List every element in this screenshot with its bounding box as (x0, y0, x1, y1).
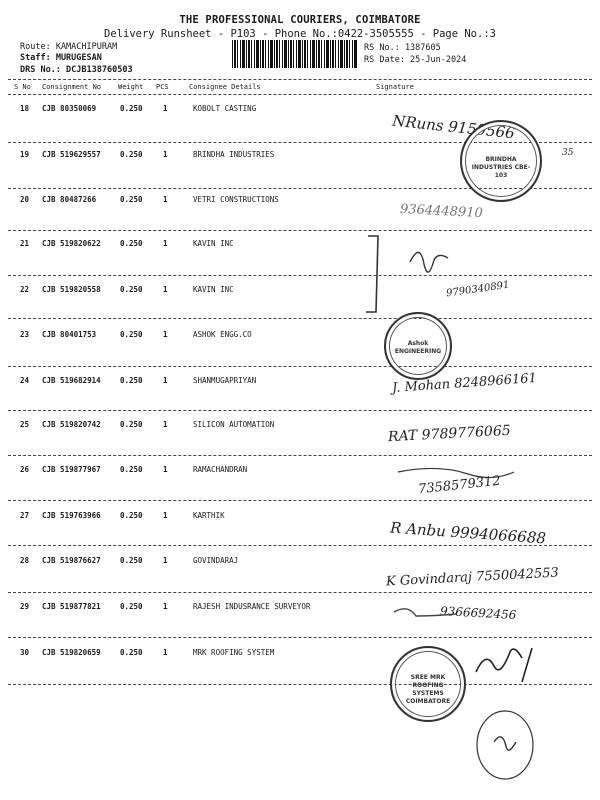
signature-row-26: 7358579312 (417, 473, 502, 498)
row-pcs: 1 (163, 330, 168, 339)
row-sno: 19 (20, 150, 30, 159)
row-weight: 0.250 (120, 150, 143, 159)
col-weight: Weight (118, 83, 144, 91)
row-pcs: 1 (163, 465, 168, 474)
row-consignee: BRINDHA INDUSTRIES (193, 150, 275, 159)
row-sno: 23 (20, 330, 30, 339)
route-label: Route: KAMACHIPURAM (20, 42, 118, 52)
row-pcs: 1 (163, 511, 168, 520)
col-pcs: PCS (156, 83, 169, 91)
col-consignment: Consignment No (42, 83, 102, 91)
row-pcs: 1 (163, 239, 168, 248)
row-sno: 22 (20, 285, 30, 294)
row-pcs: 1 (163, 556, 168, 565)
row-pcs: 1 (163, 602, 168, 611)
row-pcs: 1 (163, 150, 168, 159)
row-consignee: KARTHIK (193, 511, 225, 520)
row-consignee: KOBOLT CASTING (193, 104, 257, 113)
row-pcs: 1 (163, 376, 168, 385)
row-weight: 0.250 (120, 556, 143, 565)
row-consignment: CJB 519877967 (42, 465, 101, 474)
row-weight: 0.250 (120, 104, 143, 113)
row-pcs: 1 (163, 420, 168, 429)
signature-row-25: RAT 9789776065 (387, 422, 512, 446)
col-consignee: Consignee Details (189, 83, 261, 91)
rs-number: RS No.: 1387605 (364, 43, 441, 53)
row-sno: 27 (20, 511, 30, 520)
row-weight: 0.250 (120, 511, 143, 520)
row-consignee: SHANMUGAPRIYAN (193, 376, 257, 385)
row-weight: 0.250 (120, 239, 143, 248)
row-weight: 0.250 (120, 285, 143, 294)
row-consignee: ASHOK ENGG.CO (193, 330, 252, 339)
row-consignee: KAVIN INC (193, 285, 234, 294)
company-title: THE PROFESSIONAL COURIERS, COIMBATORE (179, 14, 421, 26)
rs-date: RS Date: 25-Jun-2024 (364, 55, 467, 65)
row-sno: 24 (20, 376, 30, 385)
row-weight: 0.250 (120, 648, 143, 657)
row-pcs: 1 (163, 285, 168, 294)
row-consignment: CJB 80487266 (42, 195, 97, 204)
row-sno: 25 (20, 420, 30, 429)
row-consignment: CJB 519876627 (42, 556, 101, 565)
row-sno: 28 (20, 556, 30, 565)
row-consignee: KAVIN INC (193, 239, 234, 248)
row-consignment: CJB 519820558 (42, 285, 101, 294)
row-consignment: CJB 80350069 (42, 104, 97, 113)
signature-note-row-19: 35 (562, 148, 574, 158)
stamp-ashok (384, 312, 452, 380)
row-consignment: CJB 519682914 (42, 376, 101, 385)
col-signature: Signature (376, 83, 414, 91)
signature-row-24: J. Mohan 8248966161 (391, 370, 538, 397)
col-sno: S No (14, 83, 31, 91)
row-weight: 0.250 (120, 465, 143, 474)
row-consignee: SILICON AUTOMATION (193, 420, 275, 429)
runsheet-subtitle: Delivery Runsheet - P103 - Phone No.:0422-3505555 - Page No.:3 (104, 28, 496, 40)
stamp-brindha (460, 120, 542, 202)
stamp-mrk-roofing (390, 646, 466, 722)
stamp-mrk-roofing-text: SREE MRK ROOFING SYSTEMS COIMBATORE (405, 674, 451, 705)
row-pcs: 1 (163, 648, 168, 657)
signature-row-18: NRuns 9159566 (391, 111, 516, 143)
row-sno: 21 (20, 239, 30, 248)
signature-row-28: K Govindaraj 7550042553 (385, 565, 560, 590)
row-consignee: GOVINDARAJ (193, 556, 239, 565)
row-weight: 0.250 (120, 602, 143, 611)
row-consignee: VETRI CONSTRUCTIONS (193, 195, 279, 204)
row-consignment: CJB 519877821 (42, 602, 101, 611)
row-weight: 0.250 (120, 330, 143, 339)
row-consignment: CJB 519820742 (42, 420, 101, 429)
row-consignee: RAMACHANDRAN (193, 465, 248, 474)
row-weight: 0.250 (120, 420, 143, 429)
row-sno: 18 (20, 104, 30, 113)
row-weight: 0.250 (120, 195, 143, 204)
row-consignment: CJB 519820659 (42, 648, 101, 657)
row-sno: 30 (20, 648, 30, 657)
row-consignee: RAJESH INDUSRANCE SURVEYOR (193, 602, 311, 611)
row-sno: 20 (20, 195, 30, 204)
staff-label: Staff: MURUGESAN (20, 53, 102, 63)
signature-row-29: 9366692456 (439, 604, 517, 622)
row-sno: 29 (20, 602, 30, 611)
signature-row-22: 9790340891 (445, 279, 511, 300)
row-sno: 26 (20, 465, 30, 474)
stamp-ashok-text: Ashok ENGINEERING (394, 340, 442, 355)
row-weight: 0.250 (120, 376, 143, 385)
stamp-brindha-text: BRINDHA INDUSTRIES CBE-103 (471, 156, 531, 179)
row-consignment: CJB 519820622 (42, 239, 101, 248)
row-consignee: MRK ROOFING SYSTEM (193, 648, 275, 657)
row-consignment: CJB 519763966 (42, 511, 101, 520)
drs-number: DRS No.: DCJB138760503 (20, 65, 133, 75)
row-pcs: 1 (163, 195, 168, 204)
row-consignment: CJB 80401753 (42, 330, 97, 339)
signature-row-20: 9364448910 (399, 201, 484, 222)
row-pcs: 1 (163, 104, 168, 113)
row-consignment: CJB 519629557 (42, 150, 101, 159)
signature-row-27: R Anbu 9994066688 (389, 518, 547, 548)
